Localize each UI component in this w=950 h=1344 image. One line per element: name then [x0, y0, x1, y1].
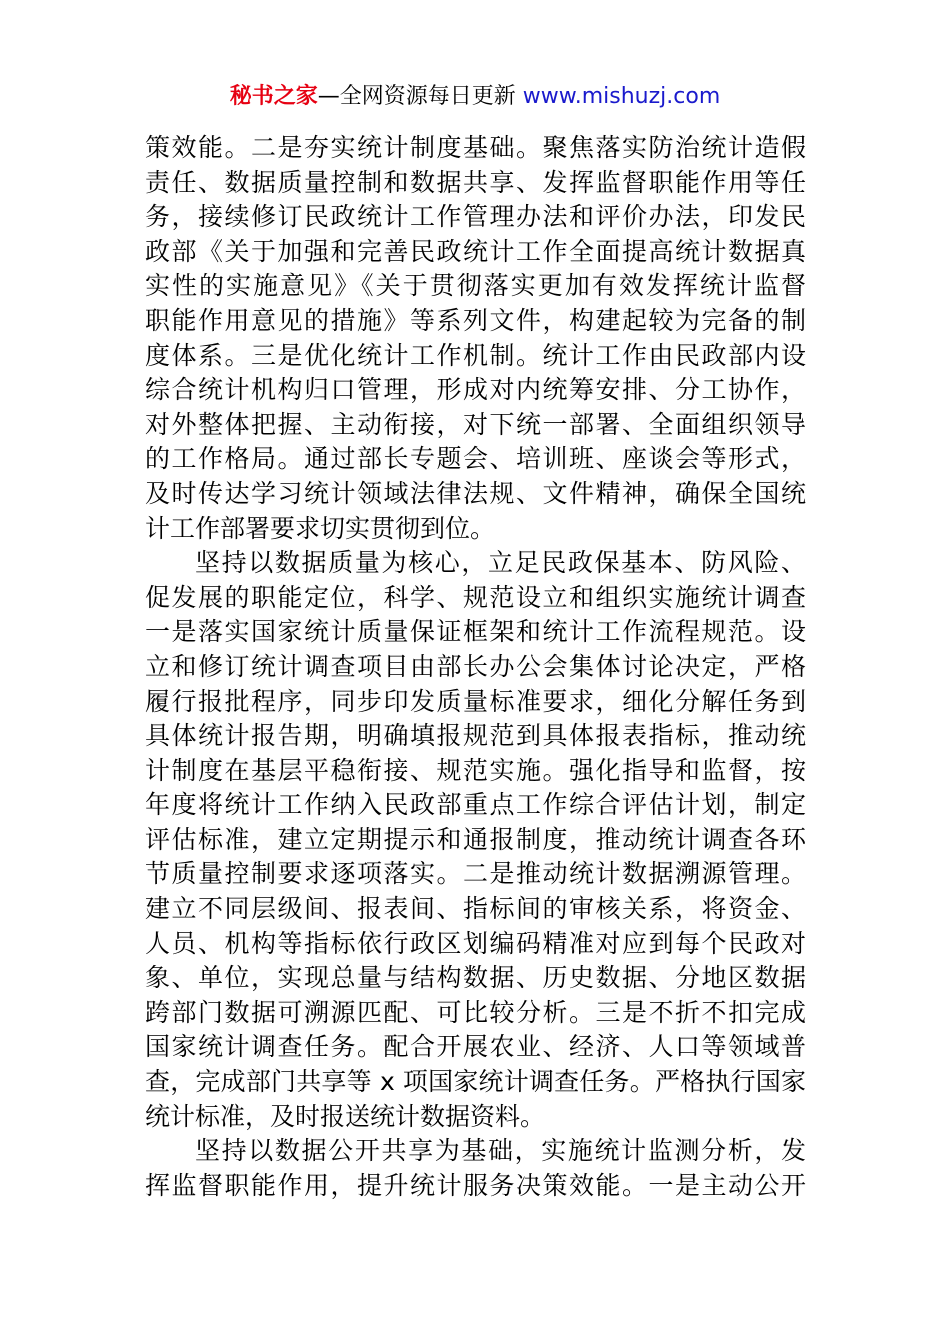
text-line: 具体统计报告期，明确填报规范到具体报表指标，推动统	[145, 721, 806, 751]
text-line: 促发展的职能定位，科学、规范设立和组织实施统计调查	[145, 582, 806, 612]
text-line: 对外整体把握、主动衔接，对下统一部署、全面组织领导	[145, 409, 806, 439]
text-line: 责任、数据质量控制和数据共享、发挥监督职能作用等任	[145, 167, 806, 197]
site-url-link[interactable]: www.mishuzj.com	[522, 84, 721, 109]
site-header	[0, 82, 950, 112]
text-line: 节质量控制要求逐项落实。二是推动统计数据溯源管理。	[145, 859, 806, 889]
text-line: 综合统计机构归口管理，形成对内统筹安排、分工协作，	[145, 375, 806, 405]
text-line: 实性的实施意见》《关于贯彻落实更加有效发挥统计监督	[145, 271, 806, 301]
text-line: 统计标准，及时报送统计数据资料。	[145, 1101, 546, 1131]
text-line: 查，完成部门共享等 x 项国家统计调查任务。严格执行国家	[145, 1067, 806, 1097]
header-tagline: —全网资源每日更新	[317, 84, 516, 109]
text-line: 及时传达学习统计领域法律法规、文件精神，确保全国统	[145, 478, 806, 508]
text-line: 人员、机构等指标依行政区划编码精准对应到每个民政对	[145, 928, 806, 958]
text-line: 国家统计调查任务。配合开展农业、经济、人口等领域普	[145, 1032, 806, 1062]
text-line: 一是落实国家统计质量保证框架和统计工作流程规范。设	[145, 617, 806, 647]
text-line: 跨部门数据可溯源匹配、可比较分析。三是不折不扣完成	[145, 997, 806, 1027]
text-line: 年度将统计工作纳入民政部重点工作综合评估计划，制定	[145, 790, 806, 820]
text-line: 计制度在基层平稳衔接、规范实施。强化指导和监督，按	[145, 755, 806, 785]
document-body	[145, 131, 806, 1203]
text-line: 挥监督职能作用，提升统计服务决策效能。一是主动公开	[145, 1170, 806, 1200]
text-line: 的工作格局。通过部长专题会、培训班、座谈会等形式，	[145, 444, 806, 474]
text-line: 坚持以数据公开共享为基础，实施统计监测分析，发	[195, 1136, 806, 1166]
text-line: 立和修订统计调查项目由部长办公会集体讨论决定，严格	[145, 651, 806, 681]
text-line: 计工作部署要求切实贯彻到位。	[145, 513, 496, 543]
text-line: 象、单位，实现总量与结构数据、历史数据、分地区数据	[145, 963, 806, 993]
brand-name: 秘书之家	[229, 84, 318, 109]
text-line: 评估标准，建立定期提示和通报制度，推动统计调查各环	[145, 824, 806, 854]
paragraph	[145, 546, 806, 1134]
text-line: 策效能。二是夯实统计制度基础。聚焦落实防治统计造假	[145, 133, 806, 162]
text-line: 政部《关于加强和完善民政统计工作全面提高统计数据真	[145, 236, 806, 266]
text-line: 坚持以数据质量为核心，立足民政保基本、防风险、	[195, 548, 806, 578]
text-line: 建立不同层级间、报表间、指标间的审核关系，将资金、	[145, 894, 806, 924]
text-line: 务，接续修订民政统计工作管理办法和评价办法，印发民	[145, 202, 806, 232]
paragraph	[145, 131, 806, 546]
paragraph	[145, 1134, 806, 1203]
text-line: 职能作用意见的措施》等系列文件，构建起较为完备的制	[145, 305, 806, 335]
text-line: 履行报批程序，同步印发质量标准要求，细化分解任务到	[145, 686, 806, 716]
text-line: 度体系。三是优化统计工作机制。统计工作由民政部内设	[145, 340, 806, 370]
